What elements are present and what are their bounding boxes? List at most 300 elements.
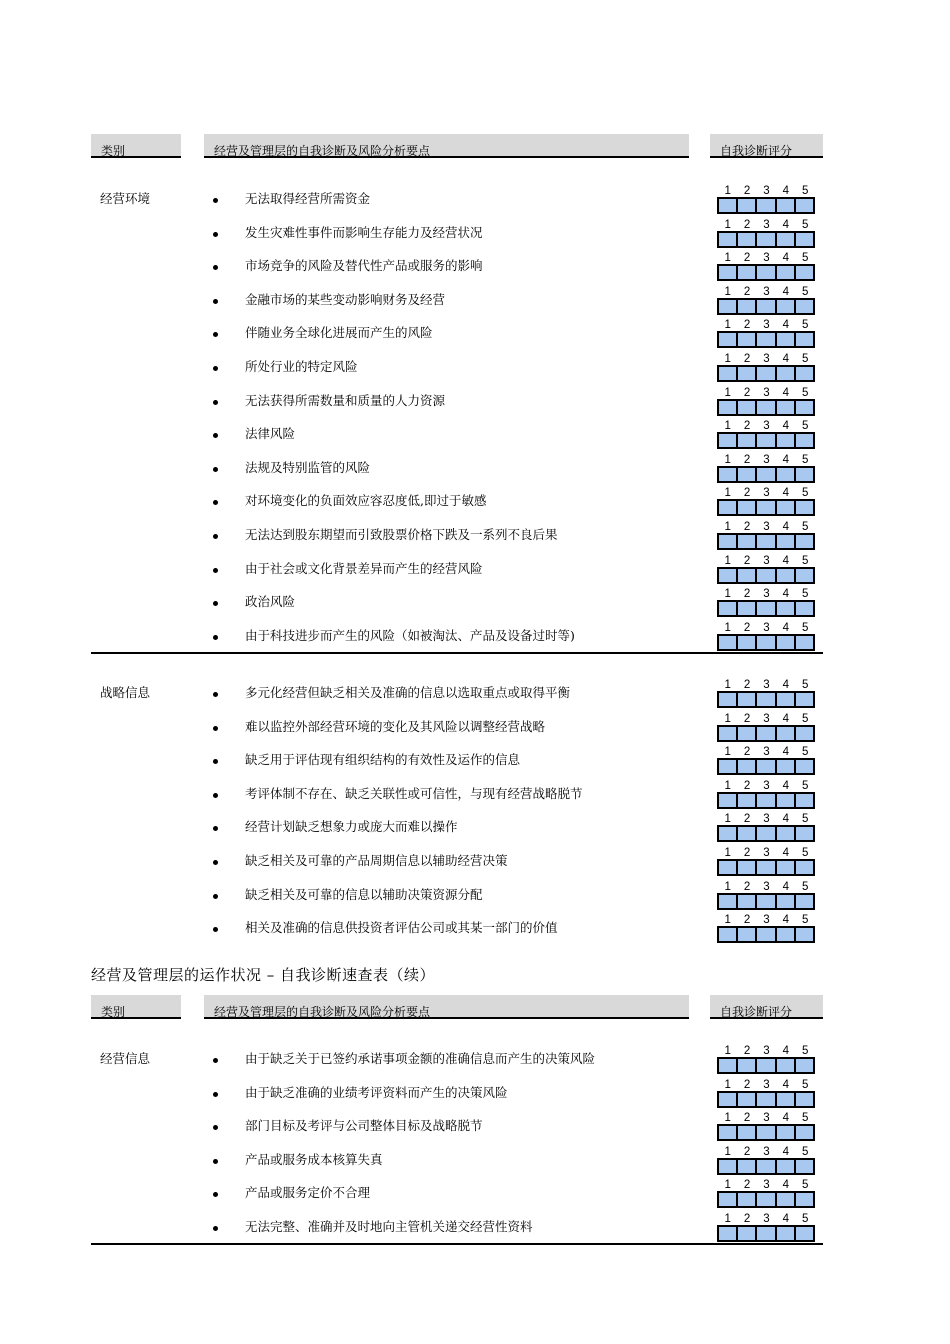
header-self-score: 自我诊断评分 [710, 995, 823, 1019]
score-box-1[interactable] [719, 367, 738, 380]
bullet-icon [213, 232, 218, 237]
score-box-4[interactable] [777, 827, 796, 840]
score-box-3[interactable] [757, 928, 776, 941]
bullet-icon [213, 500, 218, 505]
score-box-2[interactable] [738, 727, 757, 740]
score-number: 5 [802, 1079, 809, 1091]
score-number: 2 [743, 387, 751, 399]
score-box-5[interactable] [796, 1227, 813, 1240]
score-boxes [717, 1225, 815, 1242]
score-number: 2 [743, 286, 751, 298]
score-box-4[interactable] [777, 1059, 796, 1072]
score-box-2[interactable] [738, 468, 757, 481]
score-box-2[interactable] [738, 233, 757, 246]
score-number: 2 [743, 1045, 751, 1057]
score-box-4[interactable] [777, 1160, 796, 1173]
score-box-5[interactable] [796, 794, 813, 807]
score-number: 4 [782, 622, 790, 634]
score-box-2[interactable] [738, 827, 757, 840]
score-box-4[interactable] [777, 569, 796, 582]
score-box-4[interactable] [777, 895, 796, 908]
score-number: 5 [802, 622, 809, 634]
score-number: 4 [782, 353, 790, 365]
score-box-4[interactable] [777, 727, 796, 740]
section-divider [91, 652, 823, 654]
score-box-4[interactable] [777, 794, 796, 807]
score-box-2[interactable] [738, 895, 757, 908]
score-boxes [717, 792, 815, 809]
score-box-1[interactable] [719, 827, 738, 840]
score-box-5[interactable] [796, 300, 813, 313]
score-box-2[interactable] [738, 794, 757, 807]
score-number: 1 [724, 679, 731, 691]
score-number: 2 [743, 420, 751, 432]
score-number: 4 [782, 713, 790, 725]
score-number: 1 [724, 1146, 731, 1158]
risk-item: 缺乏相关及可靠的信息以辅助决策资源分配 [245, 887, 483, 902]
score-box-4[interactable] [777, 928, 796, 941]
score-box-3[interactable] [757, 367, 776, 380]
score-number: 5 [802, 1146, 809, 1158]
score-number: 4 [782, 588, 790, 600]
score-number: 4 [782, 286, 790, 298]
score-scale-labels [718, 847, 815, 859]
score-box-3[interactable] [757, 266, 776, 279]
score-number: 4 [782, 185, 790, 197]
score-number: 1 [724, 713, 731, 725]
score-number: 2 [743, 1146, 751, 1158]
score-box-5[interactable] [796, 727, 813, 740]
score-boxes [717, 533, 815, 550]
score-box-2[interactable] [738, 535, 757, 548]
score-box-4[interactable] [777, 401, 796, 414]
score-box-5[interactable] [796, 827, 813, 840]
risk-item: 难以监控外部经营环境的变化及其风险以调整经营战略 [245, 719, 546, 734]
risk-item: 由于社会或文化背景差异而产生的经营风险 [245, 561, 483, 576]
score-boxes [717, 197, 815, 214]
score-number: 3 [763, 1079, 770, 1091]
score-box-3[interactable] [757, 636, 776, 649]
score-box-1[interactable] [719, 1160, 738, 1173]
bullet-icon [213, 400, 218, 405]
score-box-5[interactable] [796, 636, 813, 649]
score-box-2[interactable] [738, 1160, 757, 1173]
score-box-5[interactable] [796, 401, 813, 414]
score-number: 3 [763, 622, 770, 634]
score-number: 2 [743, 487, 751, 499]
score-box-5[interactable] [796, 602, 813, 615]
score-number: 1 [724, 1112, 731, 1124]
score-box-2[interactable] [738, 266, 757, 279]
score-box-1[interactable] [719, 602, 738, 615]
score-number: 1 [724, 353, 731, 365]
score-box-3[interactable] [757, 727, 776, 740]
score-box-1[interactable] [719, 333, 738, 346]
score-number: 2 [743, 679, 751, 691]
score-number: 2 [743, 914, 751, 926]
score-box-2[interactable] [738, 1093, 757, 1106]
score-scale-labels [718, 914, 815, 926]
score-box-4[interactable] [777, 636, 796, 649]
bullet-icon [213, 1125, 218, 1130]
score-box-2[interactable] [738, 300, 757, 313]
score-box-4[interactable] [777, 333, 796, 346]
score-box-3[interactable] [757, 401, 776, 414]
risk-item: 发生灾难性事件而影响生存能力及经营状况 [245, 225, 483, 240]
score-scale-labels [718, 521, 815, 533]
score-number: 4 [782, 1079, 790, 1091]
score-box-1[interactable] [719, 434, 738, 447]
score-number: 4 [782, 521, 790, 533]
score-number: 1 [724, 387, 731, 399]
score-number: 1 [724, 454, 731, 466]
score-box-2[interactable] [738, 401, 757, 414]
score-box-2[interactable] [738, 861, 757, 874]
score-boxes [717, 331, 815, 348]
bullet-icon [213, 726, 218, 731]
score-box-5[interactable] [796, 569, 813, 582]
bullet-icon [213, 927, 218, 932]
score-number: 5 [802, 487, 809, 499]
header-risk-points: 经营及管理层的自我诊断及风险分析要点 [204, 134, 689, 158]
score-scale-labels [718, 588, 815, 600]
bullet-icon [213, 332, 218, 337]
score-scale-labels [718, 1179, 815, 1191]
score-number: 3 [763, 319, 770, 331]
score-number: 5 [802, 454, 809, 466]
score-number: 3 [763, 1045, 770, 1057]
score-number: 3 [763, 252, 770, 264]
score-box-1[interactable] [719, 300, 738, 313]
score-box-5[interactable] [796, 1193, 813, 1206]
score-box-3[interactable] [757, 1059, 776, 1072]
score-box-5[interactable] [796, 233, 813, 246]
score-box-5[interactable] [796, 928, 813, 941]
score-number: 5 [802, 1045, 809, 1057]
score-number: 3 [763, 1112, 770, 1124]
risk-item: 无法获得所需数量和质量的人力资源 [245, 393, 446, 408]
score-number: 5 [802, 319, 809, 331]
score-number: 5 [802, 847, 809, 859]
score-box-4[interactable] [777, 501, 796, 514]
score-box-3[interactable] [757, 760, 776, 773]
score-box-5[interactable] [796, 861, 813, 874]
score-boxes [717, 758, 815, 775]
score-number: 2 [743, 847, 751, 859]
bullet-icon [213, 1226, 218, 1231]
score-box-4[interactable] [777, 1126, 796, 1139]
bullet-icon [213, 759, 218, 764]
score-box-4[interactable] [777, 233, 796, 246]
score-number: 1 [724, 588, 731, 600]
score-box-5[interactable] [796, 333, 813, 346]
score-number: 4 [782, 420, 790, 432]
score-number: 5 [802, 813, 809, 825]
risk-item: 部门目标及考评与公司整体目标及战略脱节 [245, 1118, 483, 1133]
score-box-1[interactable] [719, 266, 738, 279]
score-number: 4 [782, 252, 790, 264]
score-box-4[interactable] [777, 199, 796, 212]
score-number: 3 [763, 746, 770, 758]
score-box-1[interactable] [719, 233, 738, 246]
score-box-4[interactable] [777, 434, 796, 447]
score-box-4[interactable] [777, 300, 796, 313]
score-box-5[interactable] [796, 367, 813, 380]
score-box-3[interactable] [757, 535, 776, 548]
score-box-2[interactable] [738, 760, 757, 773]
score-box-1[interactable] [719, 569, 738, 582]
score-boxes [717, 825, 815, 842]
score-box-1[interactable] [719, 401, 738, 414]
score-number: 1 [724, 1079, 731, 1091]
score-number: 4 [782, 780, 790, 792]
score-box-5[interactable] [796, 1126, 813, 1139]
score-box-1[interactable] [719, 535, 738, 548]
score-scale-labels [718, 319, 815, 331]
score-box-2[interactable] [738, 602, 757, 615]
score-box-2[interactable] [738, 434, 757, 447]
score-box-2[interactable] [738, 199, 757, 212]
score-number: 4 [782, 813, 790, 825]
score-number: 3 [763, 1179, 770, 1191]
score-box-1[interactable] [719, 468, 738, 481]
score-box-1[interactable] [719, 727, 738, 740]
score-number: 4 [782, 1112, 790, 1124]
score-scale-labels [718, 746, 815, 758]
score-number: 5 [802, 588, 809, 600]
score-number: 5 [802, 746, 809, 758]
score-scale-labels [718, 219, 815, 231]
table-bottom-rule [91, 1243, 823, 1245]
score-number: 3 [763, 286, 770, 298]
score-box-1[interactable] [719, 1227, 738, 1240]
score-boxes [717, 1091, 815, 1108]
score-number: 1 [724, 813, 731, 825]
category-label: 经营信息 [100, 1051, 151, 1066]
score-box-3[interactable] [757, 1227, 776, 1240]
score-box-1[interactable] [719, 501, 738, 514]
score-number: 5 [802, 286, 809, 298]
score-box-2[interactable] [738, 569, 757, 582]
score-number: 3 [763, 521, 770, 533]
score-box-4[interactable] [777, 1193, 796, 1206]
score-box-3[interactable] [757, 794, 776, 807]
score-number: 2 [743, 353, 751, 365]
score-boxes [717, 893, 815, 910]
score-number: 1 [724, 881, 731, 893]
score-number: 2 [743, 219, 751, 231]
score-number: 5 [802, 252, 809, 264]
score-box-2[interactable] [738, 1193, 757, 1206]
score-box-2[interactable] [738, 1059, 757, 1072]
score-number: 2 [743, 1079, 751, 1091]
score-box-4[interactable] [777, 1227, 796, 1240]
score-box-5[interactable] [796, 1059, 813, 1072]
bullet-icon [213, 366, 218, 371]
risk-item: 金融市场的某些变动影响财务及经营 [245, 292, 446, 307]
risk-item: 经营计划缺乏想象力或庞大而难以操作 [245, 819, 458, 834]
score-number: 5 [802, 1213, 809, 1225]
score-box-3[interactable] [757, 333, 776, 346]
risk-item: 产品或服务成本核算失真 [245, 1152, 383, 1167]
score-number: 5 [802, 521, 809, 533]
score-number: 3 [763, 813, 770, 825]
score-scale-labels [718, 286, 815, 298]
bullet-icon [213, 568, 218, 573]
score-box-4[interactable] [777, 602, 796, 615]
score-number: 3 [763, 713, 770, 725]
score-number: 5 [802, 353, 809, 365]
score-boxes [717, 399, 815, 416]
risk-item: 由于缺乏关于已签约承诺事项金额的准确信息而产生的决策风险 [245, 1051, 596, 1066]
header-category: 类别 [91, 134, 181, 158]
bullet-icon [213, 534, 218, 539]
score-number: 2 [743, 521, 751, 533]
score-box-2[interactable] [738, 1227, 757, 1240]
score-box-2[interactable] [738, 928, 757, 941]
score-box-3[interactable] [757, 693, 776, 706]
risk-item: 所处行业的特定风险 [245, 359, 358, 374]
score-number: 4 [782, 746, 790, 758]
risk-item: 考评体制不存在、缺乏关联性或可信性，与现有经营战略脱节 [245, 786, 583, 801]
score-box-5[interactable] [796, 266, 813, 279]
score-boxes [717, 365, 815, 382]
score-number: 1 [724, 746, 731, 758]
score-box-3[interactable] [757, 300, 776, 313]
score-number: 2 [743, 780, 751, 792]
score-box-5[interactable] [796, 501, 813, 514]
score-box-4[interactable] [777, 1093, 796, 1106]
score-number: 2 [743, 555, 751, 567]
score-number: 4 [782, 847, 790, 859]
score-number: 2 [743, 881, 751, 893]
score-box-1[interactable] [719, 1193, 738, 1206]
score-box-1[interactable] [719, 794, 738, 807]
score-box-2[interactable] [738, 501, 757, 514]
score-box-4[interactable] [777, 468, 796, 481]
score-box-1[interactable] [719, 693, 738, 706]
score-number: 3 [763, 881, 770, 893]
score-box-5[interactable] [796, 434, 813, 447]
score-box-1[interactable] [719, 1126, 738, 1139]
score-box-3[interactable] [757, 233, 776, 246]
bullet-icon [213, 1159, 218, 1164]
score-box-1[interactable] [719, 760, 738, 773]
score-box-3[interactable] [757, 827, 776, 840]
score-box-4[interactable] [777, 693, 796, 706]
score-boxes [717, 725, 815, 742]
score-number: 5 [802, 219, 809, 231]
risk-item: 缺乏用于评估现有组织结构的有效性及运作的信息 [245, 752, 521, 767]
score-box-4[interactable] [777, 266, 796, 279]
bullet-icon [213, 299, 218, 304]
score-box-2[interactable] [738, 636, 757, 649]
score-number: 3 [763, 588, 770, 600]
score-box-1[interactable] [719, 199, 738, 212]
score-box-3[interactable] [757, 199, 776, 212]
score-scale-labels [718, 813, 815, 825]
score-number: 3 [763, 1146, 770, 1158]
score-box-1[interactable] [719, 1093, 738, 1106]
risk-item: 伴随业务全球化进展而产生的风险 [245, 325, 433, 340]
score-box-1[interactable] [719, 636, 738, 649]
score-number: 1 [724, 622, 731, 634]
score-box-3[interactable] [757, 468, 776, 481]
score-box-3[interactable] [757, 569, 776, 582]
score-boxes [717, 298, 815, 315]
risk-item: 无法完整、准确并及时地向主管机关递交经营性资料 [245, 1219, 533, 1234]
score-number: 1 [724, 219, 731, 231]
score-scale-labels [718, 454, 815, 466]
score-boxes [717, 1057, 815, 1074]
score-box-2[interactable] [738, 693, 757, 706]
score-box-1[interactable] [719, 895, 738, 908]
score-number: 2 [743, 1179, 751, 1191]
score-box-4[interactable] [777, 367, 796, 380]
bullet-icon [213, 826, 218, 831]
score-box-5[interactable] [796, 535, 813, 548]
score-box-4[interactable] [777, 535, 796, 548]
score-box-3[interactable] [757, 1126, 776, 1139]
score-number: 3 [763, 219, 770, 231]
score-box-4[interactable] [777, 760, 796, 773]
score-number: 4 [782, 1045, 790, 1057]
score-number: 1 [724, 286, 731, 298]
score-box-1[interactable] [719, 1059, 738, 1072]
score-number: 3 [763, 679, 770, 691]
score-boxes [717, 499, 815, 516]
score-number: 5 [802, 881, 809, 893]
score-box-5[interactable] [796, 693, 813, 706]
score-box-3[interactable] [757, 1093, 776, 1106]
score-box-5[interactable] [796, 760, 813, 773]
score-number: 3 [763, 555, 770, 567]
risk-item: 法规及特别监管的风险 [245, 460, 371, 475]
bullet-icon [213, 1192, 218, 1197]
score-box-2[interactable] [738, 367, 757, 380]
score-number: 5 [802, 387, 809, 399]
score-box-3[interactable] [757, 434, 776, 447]
score-box-4[interactable] [777, 861, 796, 874]
score-box-2[interactable] [738, 333, 757, 346]
score-box-3[interactable] [757, 1193, 776, 1206]
score-box-5[interactable] [796, 1093, 813, 1106]
bullet-icon [213, 1092, 218, 1097]
score-box-3[interactable] [757, 861, 776, 874]
score-box-5[interactable] [796, 468, 813, 481]
score-box-2[interactable] [738, 1126, 757, 1139]
score-box-3[interactable] [757, 602, 776, 615]
score-box-3[interactable] [757, 895, 776, 908]
risk-item: 相关及准确的信息供投资者评估公司或其某一部门的价值 [245, 920, 558, 935]
score-box-1[interactable] [719, 861, 738, 874]
score-box-5[interactable] [796, 1160, 813, 1173]
bullet-icon [213, 433, 218, 438]
score-scale-labels [718, 679, 815, 691]
score-number: 1 [724, 1179, 731, 1191]
score-number: 5 [802, 185, 809, 197]
score-box-3[interactable] [757, 501, 776, 514]
header-risk-points: 经营及管理层的自我诊断及风险分析要点 [204, 995, 689, 1019]
score-number: 2 [743, 746, 751, 758]
score-box-5[interactable] [796, 199, 813, 212]
score-box-1[interactable] [719, 928, 738, 941]
score-number: 4 [782, 219, 790, 231]
score-number: 3 [763, 914, 770, 926]
bullet-icon [213, 1058, 218, 1063]
score-box-5[interactable] [796, 895, 813, 908]
score-box-3[interactable] [757, 1160, 776, 1173]
